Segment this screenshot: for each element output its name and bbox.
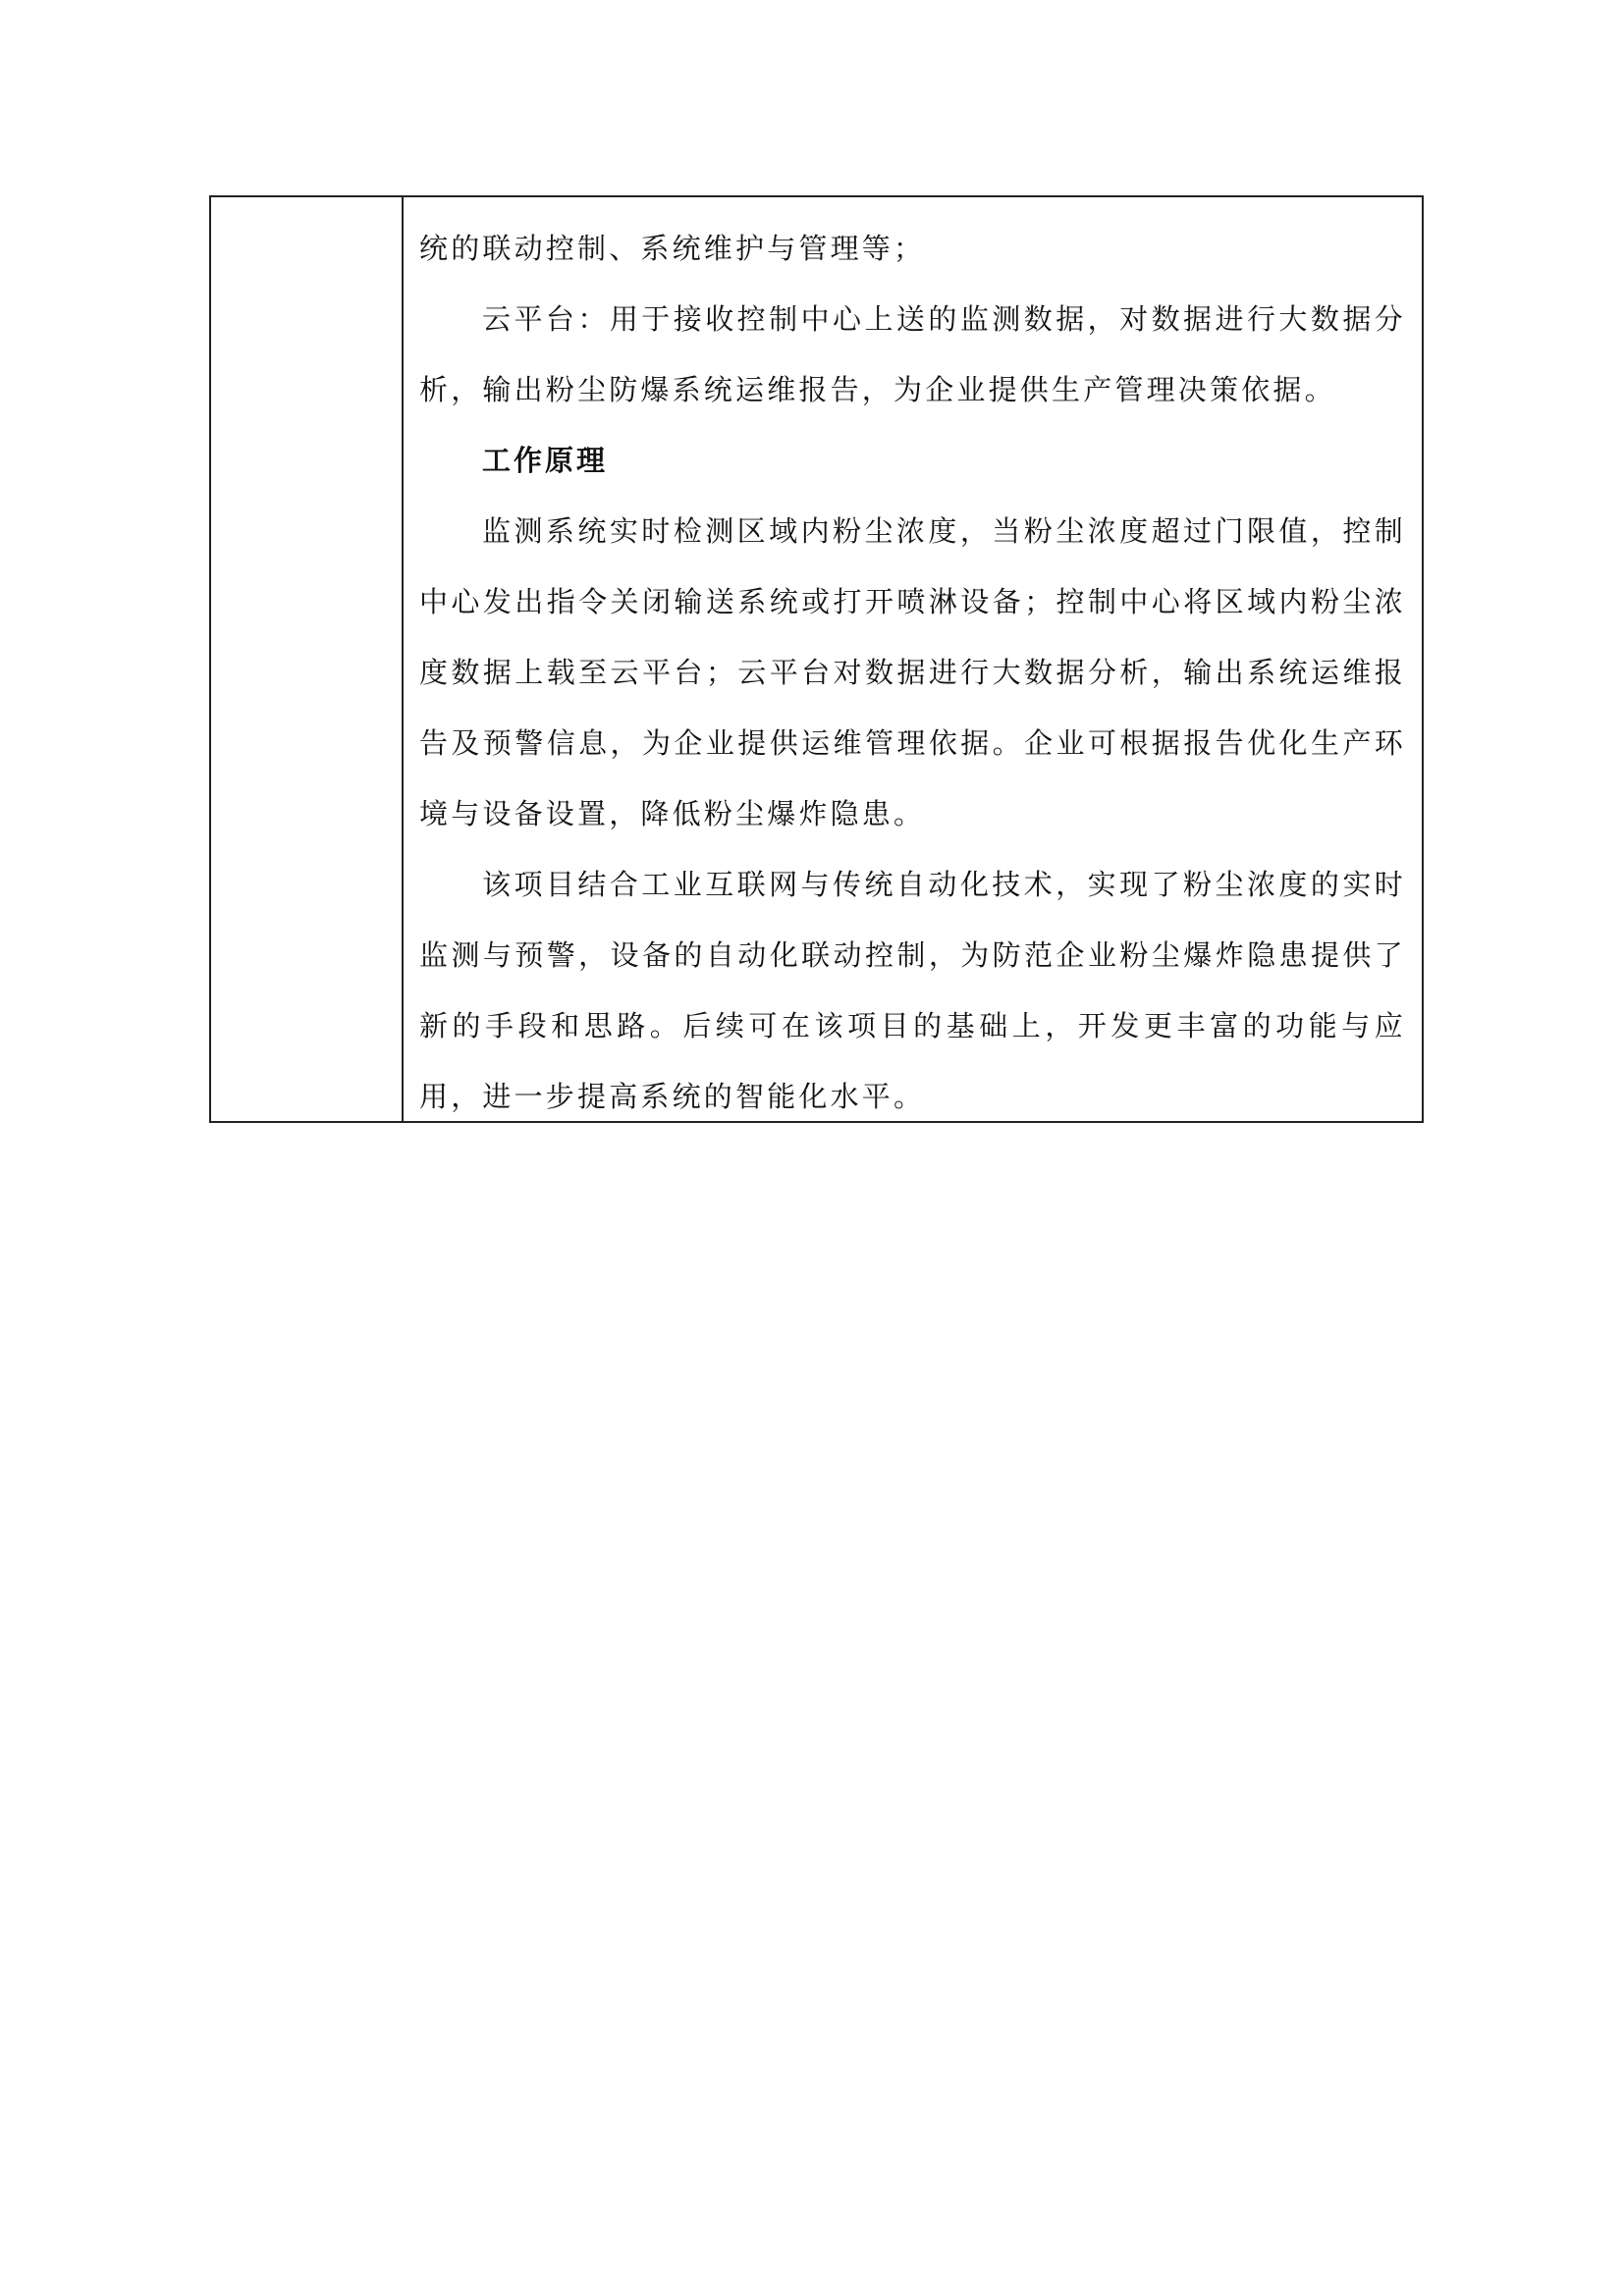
table-left-cell <box>211 197 404 1121</box>
section-heading: 工作原理 <box>482 444 609 477</box>
working-principle-paragraph: 监测系统实时检测区域内粉尘浓度，当粉尘浓度超过门限值，控制中心发出指令关闭输送系统或打开喷淋设备；控制中心将区域内粉尘浓度数据上载至云平台；云平台对数据进行大数据分析，输出系统运维报告及预警信息，为企业提供运维管理依据。企业可根据报告优化生产环境与设备设置，降低粉尘爆炸隐患。 <box>419 514 1406 830</box>
continuation-paragraph: 统的联动控制、系统维护与管理等； <box>419 232 926 265</box>
summary-paragraph: 该项目结合工业互联网与传统自动化技术，实现了粉尘浓度的实时监测与预警，设备的自动化联动控制，为防范企业粉尘爆炸隐患提供了新的手段和思路。后续可在该项目的基础上，开发更丰富的功能与应用，进一步提高系统的智能化水平。 <box>419 868 1406 1113</box>
content-table <box>209 195 1424 1123</box>
table-right-cell <box>404 197 1422 1121</box>
cloud-platform-paragraph: 云平台：用于接收控制中心上送的监测数据，对数据进行大数据分析，输出粉尘防爆系统运维报告，为企业提供生产管理决策依据。 <box>419 302 1406 406</box>
